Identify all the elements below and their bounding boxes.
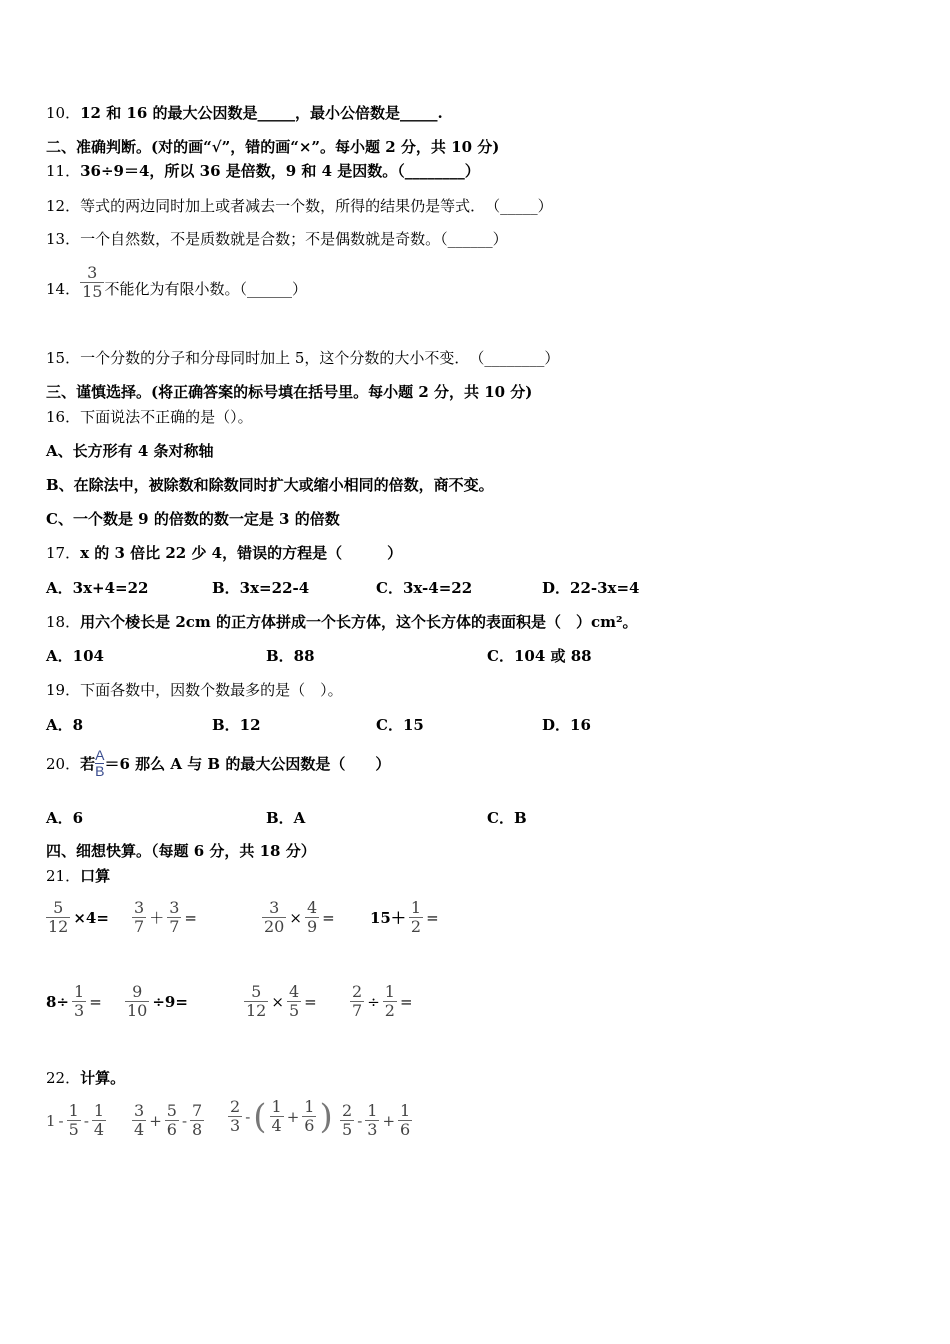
q10: 10．12 和 16 的最大公因数是_____，最小公倍数是_____.	[46, 104, 443, 122]
q17-option-d: D．22-3x=4	[542, 579, 640, 597]
q18-option-c: C．104 或 88	[487, 647, 592, 665]
expr-4: $\frac{2}{5}$ - $\frac{1}{3}$ + $\frac{1}{6}$	[342, 1101, 411, 1139]
section-3-heading: 三、谨慎选择。(将正确答案的标号填在括号里。每小题 2 分，共 10 分)	[46, 383, 533, 401]
calc-r1c1: $\frac{5}{12}$ ×4=	[48, 898, 109, 936]
calc-r2c3: $\frac{5}{12}$ × $\frac{4}{5}$ =	[246, 982, 317, 1020]
q17-option-c: C．3x-4=22	[376, 579, 473, 597]
calc-r1c4: 15＋ $\frac{1}{2}$ =	[370, 898, 439, 936]
q20-option-a: A．6	[46, 809, 84, 827]
open-paren: (	[253, 1096, 267, 1137]
q22: 22．计算。	[46, 1069, 126, 1087]
calc-r2c4: $\frac{2}{7}$ ÷ $\frac{1}{2}$ =	[352, 982, 413, 1020]
expr-1: 1 - $\frac{1}{5}$ - $\frac{1}{4}$	[46, 1101, 105, 1139]
q13: 13．一个自然数，不是质数就是合数；不是偶数就是奇数。（______）	[46, 230, 508, 248]
calc-r1c3: $\frac{3}{20}$ × $\frac{4}{9}$ =	[264, 898, 335, 936]
q12: 12．等式的两边同时加上或者减去一个数，所得的结果仍是等式． （_____）	[46, 197, 553, 215]
q18: 18．用六个棱长是 2cm 的正方体拼成一个长方体，这个长方体的表面积是（ ）cm²。	[46, 613, 638, 631]
q20-option-b: B．A	[266, 809, 306, 827]
q17: 17．x 的 3 倍比 22 少 4，错误的方程是（ ）	[46, 544, 403, 562]
q14: 14． $\frac{3}{15}$ 不能化为有限小数。（______）	[46, 263, 307, 301]
q19-option-a: A．8	[46, 716, 84, 734]
q17-option-b: B．3x=22-4	[212, 579, 310, 597]
q20-option-c: C．B	[487, 809, 527, 827]
close-paren: )	[319, 1096, 333, 1137]
q14-fraction: $\frac{3}{15}$	[82, 263, 103, 301]
q17-option-a: A．3x+4=22	[46, 579, 149, 597]
q20: 20． 若 A B ＝6 那么 A 与 B 的最大公因数是（ ）	[46, 747, 391, 779]
q15: 15．一个分数的分子和分母同时加上 5，这个分数的大小不变． （________）	[46, 349, 560, 367]
q18-option-b: B．88	[266, 647, 315, 665]
q16-option-b: B、在除法中，被除数和除数同时扩大或缩小相同的倍数，商不变。	[46, 476, 494, 494]
q16-option-c: C、一个数是 9 的倍数的数一定是 3 的倍数	[46, 510, 340, 528]
q16-option-a: A、长方形有 4 条对称轴	[46, 442, 214, 460]
q18-option-a: A．104	[46, 647, 104, 665]
calc-r1c2: $\frac{3}{7}$ ＋ $\frac{3}{7}$ =	[134, 898, 197, 936]
calc-r2c2: $\frac{9}{10}$ ÷9=	[127, 982, 188, 1020]
q19-option-b: B．12	[212, 716, 261, 734]
q11: 11．36÷9＝4，所以 36 是倍数，9 和 4 是因数。（________）	[46, 162, 480, 180]
q20-fraction: A B	[95, 747, 105, 779]
section-2-heading: 二、准确判断。(对的画“√”，错的画“×”。每小题 2 分，共 10 分)	[46, 138, 500, 156]
q19-option-c: C．15	[376, 716, 424, 734]
q19: 19．下面各数中，因数个数最多的是（ ）。	[46, 681, 343, 699]
expr-3: $\frac{2}{3}$ - ( $\frac{1}{4}$ + $\frac{1}{6}$ )	[230, 1096, 333, 1137]
q19-option-d: D．16	[542, 716, 591, 734]
q21: 21．口算	[46, 867, 111, 885]
expr-2: $\frac{3}{4}$ + $\frac{5}{6}$ - $\frac{7}{8}$	[134, 1101, 203, 1139]
section-4-heading: 四、细想快算。（每题 6 分，共 18 分）	[46, 842, 316, 860]
q16: 16．下面说法不正确的是（）。	[46, 408, 253, 426]
calc-r2c1: 8÷ $\frac{1}{3}$ =	[46, 982, 102, 1020]
